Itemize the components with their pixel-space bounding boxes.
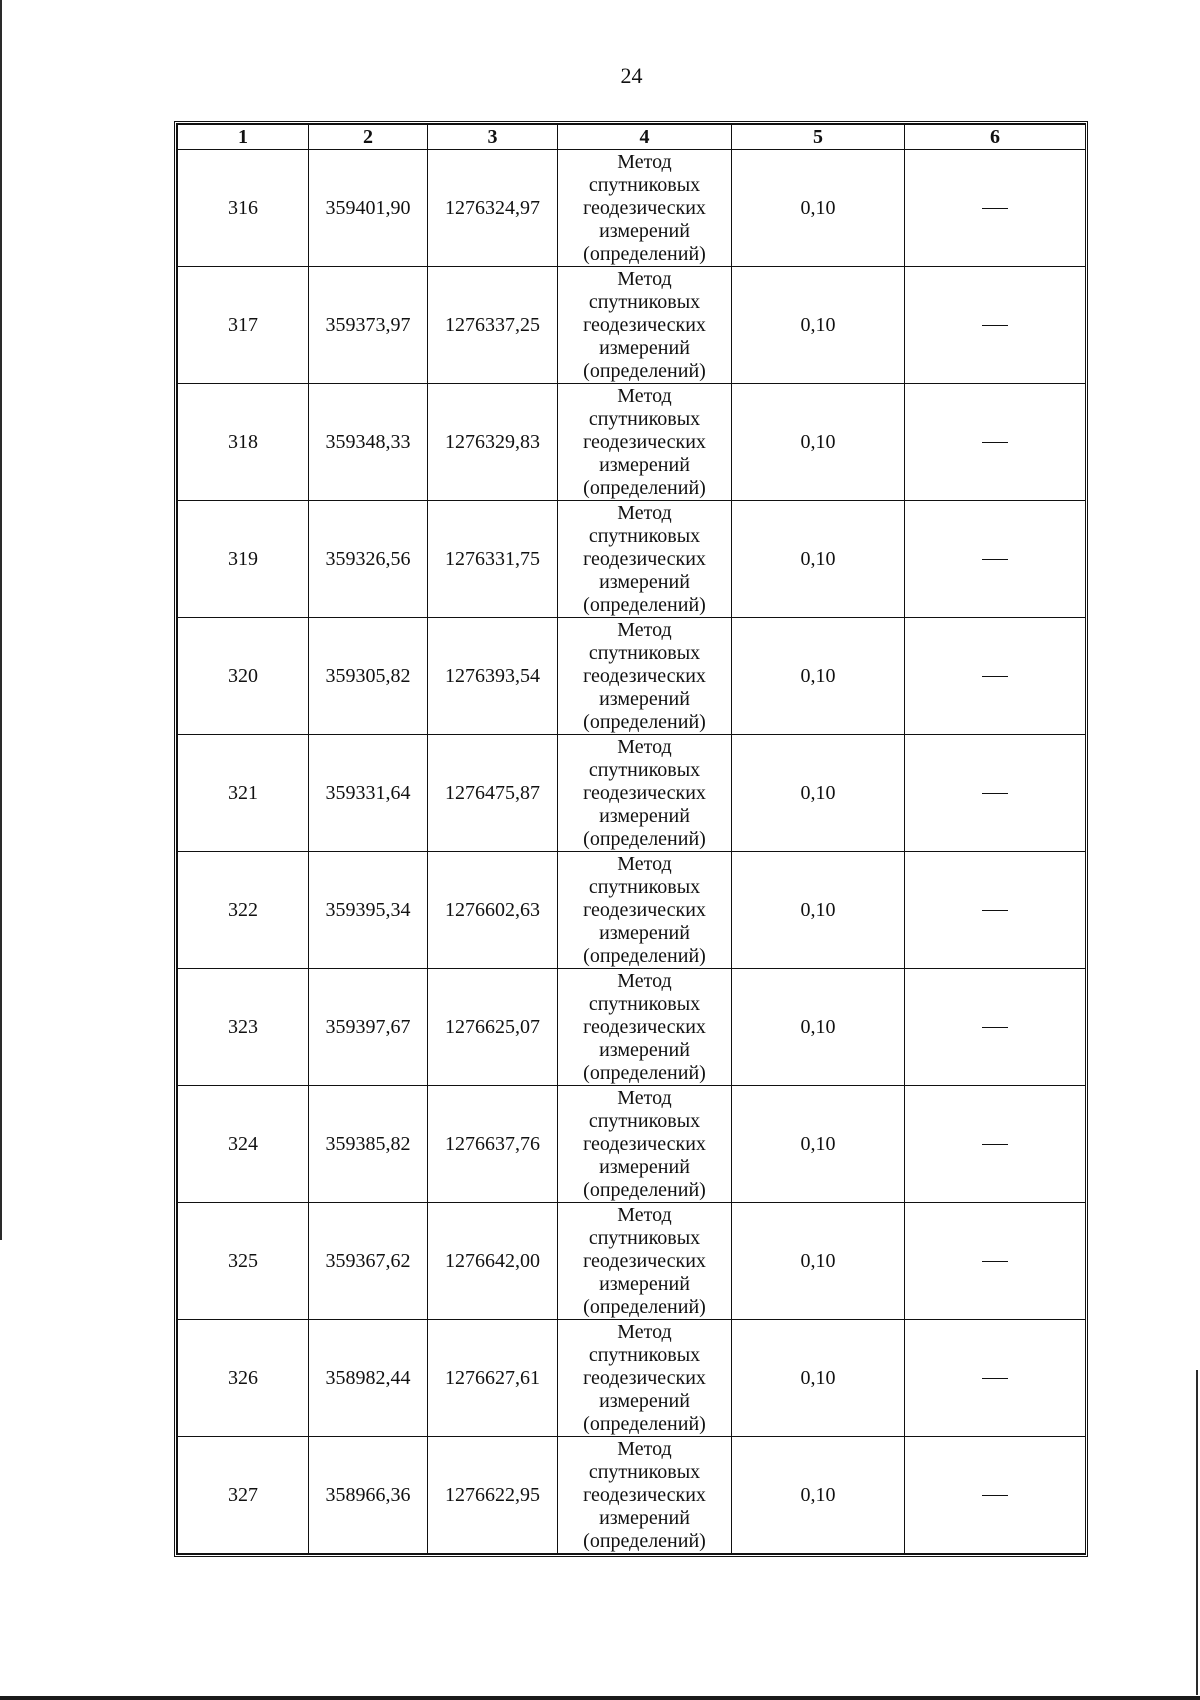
method-line: (определений) [583,944,706,967]
note-cell [905,1437,1086,1554]
method-line: (определений) [583,1412,706,1435]
table-row [178,1086,1086,1203]
method-line: измерений [599,336,690,359]
method-cell [558,969,732,1086]
method-line: спутниковых [588,407,701,430]
em-dash-mark [982,1261,1008,1262]
coordinates-table-frame [174,121,1088,1557]
method-line: геодезических [583,1366,706,1389]
point-number-cell: 324 [178,1086,309,1203]
point-number-cell: 325 [178,1203,309,1320]
x-coordinate-cell: 359385,82 [309,1086,428,1203]
note-cell [905,618,1086,735]
em-dash-mark [982,325,1008,326]
x-coordinate-cell: 359395,34 [309,852,428,969]
table-row [178,618,1086,735]
accuracy-cell: 0,10 [732,501,905,618]
point-number-cell: 323 [178,969,309,1086]
accuracy-cell: 0,10 [732,735,905,852]
accuracy-cell: 0,10 [732,1203,905,1320]
x-coordinate-cell: 359326,56 [309,501,428,618]
header-row [178,125,1086,150]
method-line: Метод [617,852,672,875]
method-line: спутниковых [588,524,701,547]
accuracy-cell: 0,10 [732,267,905,384]
method-line: геодезических [583,430,706,453]
method-line: спутниковых [588,173,701,196]
em-dash-mark [982,910,1008,911]
y-coordinate-cell: 1276625,07 [428,969,558,1086]
method-line: геодезических [583,898,706,921]
scan-edge-bottom [0,1696,1200,1700]
method-line: спутниковых [588,875,701,898]
method-line: измерений [599,1272,690,1295]
method-line: геодезических [583,1249,706,1272]
accuracy-cell: 0,10 [732,1437,905,1554]
table-row [178,150,1086,267]
point-number-cell: 320 [178,618,309,735]
method-line: геодезических [583,196,706,219]
method-line: измерений [599,687,690,710]
accuracy-cell: 0,10 [732,150,905,267]
method-line: (определений) [583,827,706,850]
accuracy-cell: 0,10 [732,618,905,735]
method-cell [558,1437,732,1554]
accuracy-cell: 0,10 [732,969,905,1086]
method-line: измерений [599,1389,690,1412]
x-coordinate-cell: 359331,64 [309,735,428,852]
method-line: геодезических [583,1483,706,1506]
method-line: измерений [599,804,690,827]
method-cell [558,1086,732,1203]
y-coordinate-cell: 1276602,63 [428,852,558,969]
method-line: Метод [617,735,672,758]
x-coordinate-cell: 358966,36 [309,1437,428,1554]
method-line: геодезических [583,664,706,687]
point-number-cell: 326 [178,1320,309,1437]
method-line: Метод [617,969,672,992]
method-cell [558,618,732,735]
method-line: измерений [599,921,690,944]
method-line: Метод [617,501,672,524]
y-coordinate-cell: 1276393,54 [428,618,558,735]
method-line: Метод [617,1320,672,1343]
method-line: спутниковых [588,641,701,664]
method-cell [558,267,732,384]
method-line: (определений) [583,359,706,382]
table-row [178,735,1086,852]
x-coordinate-cell: 359367,62 [309,1203,428,1320]
note-cell [905,735,1086,852]
table-row [178,501,1086,618]
table-body [178,150,1086,1554]
column-header-1: 1 [178,125,309,150]
em-dash-mark [982,1144,1008,1145]
x-coordinate-cell: 359401,90 [309,150,428,267]
accuracy-cell: 0,10 [732,852,905,969]
point-number-cell: 321 [178,735,309,852]
point-number-cell: 327 [178,1437,309,1554]
method-line: геодезических [583,1015,706,1038]
table-row [178,384,1086,501]
x-coordinate-cell: 359397,67 [309,969,428,1086]
table-row [178,852,1086,969]
method-line: (определений) [583,1178,706,1201]
y-coordinate-cell: 1276324,97 [428,150,558,267]
y-coordinate-cell: 1276337,25 [428,267,558,384]
note-cell [905,969,1086,1086]
method-cell [558,852,732,969]
accuracy-cell: 0,10 [732,1086,905,1203]
method-line: (определений) [583,1295,706,1318]
method-line: геодезических [583,547,706,570]
y-coordinate-cell: 1276627,61 [428,1320,558,1437]
em-dash-mark [982,559,1008,560]
note-cell [905,384,1086,501]
method-line: спутниковых [588,992,701,1015]
y-coordinate-cell: 1276329,83 [428,384,558,501]
note-cell [905,150,1086,267]
method-line: измерений [599,1506,690,1529]
y-coordinate-cell: 1276642,00 [428,1203,558,1320]
method-line: измерений [599,570,690,593]
em-dash-mark [982,1495,1008,1496]
note-cell [905,852,1086,969]
note-cell [905,1320,1086,1437]
method-line: спутниковых [588,1343,701,1366]
table-row [178,267,1086,384]
method-line: Метод [617,1086,672,1109]
note-cell [905,1086,1086,1203]
point-number-cell: 319 [178,501,309,618]
method-line: спутниковых [588,1460,701,1483]
method-line: спутниковых [588,290,701,313]
column-header-6: 6 [905,125,1086,150]
y-coordinate-cell: 1276622,95 [428,1437,558,1554]
method-line: Метод [617,618,672,641]
em-dash-mark [982,1378,1008,1379]
method-line: (определений) [583,1061,706,1084]
y-coordinate-cell: 1276475,87 [428,735,558,852]
point-number-cell: 322 [178,852,309,969]
scan-edge-right [1196,1370,1198,1695]
method-line: Метод [617,150,672,173]
method-line: геодезических [583,781,706,804]
table-row [178,1437,1086,1554]
accuracy-cell: 0,10 [732,384,905,501]
em-dash-mark [982,1027,1008,1028]
method-line: измерений [599,1038,690,1061]
method-line: измерений [599,219,690,242]
point-number-cell: 317 [178,267,309,384]
note-cell [905,1203,1086,1320]
page-number: 24 [620,63,643,88]
method-cell [558,1320,732,1437]
accuracy-cell: 0,10 [732,1320,905,1437]
table-row [178,1203,1086,1320]
x-coordinate-cell: 359348,33 [309,384,428,501]
method-line: спутниковых [588,1226,701,1249]
column-header-5: 5 [732,125,905,150]
coordinates-table [177,124,1086,1554]
x-coordinate-cell: 358982,44 [309,1320,428,1437]
method-line: измерений [599,1155,690,1178]
method-line: Метод [617,384,672,407]
em-dash-mark [982,676,1008,677]
method-line: (определений) [583,593,706,616]
column-header-2: 2 [309,125,428,150]
em-dash-mark [982,442,1008,443]
method-line: (определений) [583,476,706,499]
point-number-cell: 318 [178,384,309,501]
point-number-cell: 316 [178,150,309,267]
y-coordinate-cell: 1276331,75 [428,501,558,618]
method-cell [558,501,732,618]
method-line: спутниковых [588,758,701,781]
table-row [178,1320,1086,1437]
method-line: измерений [599,453,690,476]
method-line: геодезических [583,313,706,336]
method-line: геодезических [583,1132,706,1155]
column-header-4: 4 [558,125,732,150]
em-dash-mark [982,208,1008,209]
method-line: Метод [617,267,672,290]
method-cell [558,384,732,501]
table-header [178,125,1086,150]
scan-edge-left [0,0,2,1240]
x-coordinate-cell: 359373,97 [309,267,428,384]
table-row [178,969,1086,1086]
method-cell [558,150,732,267]
note-cell [905,267,1086,384]
method-line: (определений) [583,710,706,733]
x-coordinate-cell: 359305,82 [309,618,428,735]
column-header-3: 3 [428,125,558,150]
method-line: Метод [617,1203,672,1226]
note-cell [905,501,1086,618]
method-line: (определений) [583,1529,706,1552]
em-dash-mark [982,793,1008,794]
method-line: спутниковых [588,1109,701,1132]
method-cell [558,735,732,852]
method-cell [558,1203,732,1320]
y-coordinate-cell: 1276637,76 [428,1086,558,1203]
method-line: Метод [617,1437,672,1460]
method-line: (определений) [583,242,706,265]
